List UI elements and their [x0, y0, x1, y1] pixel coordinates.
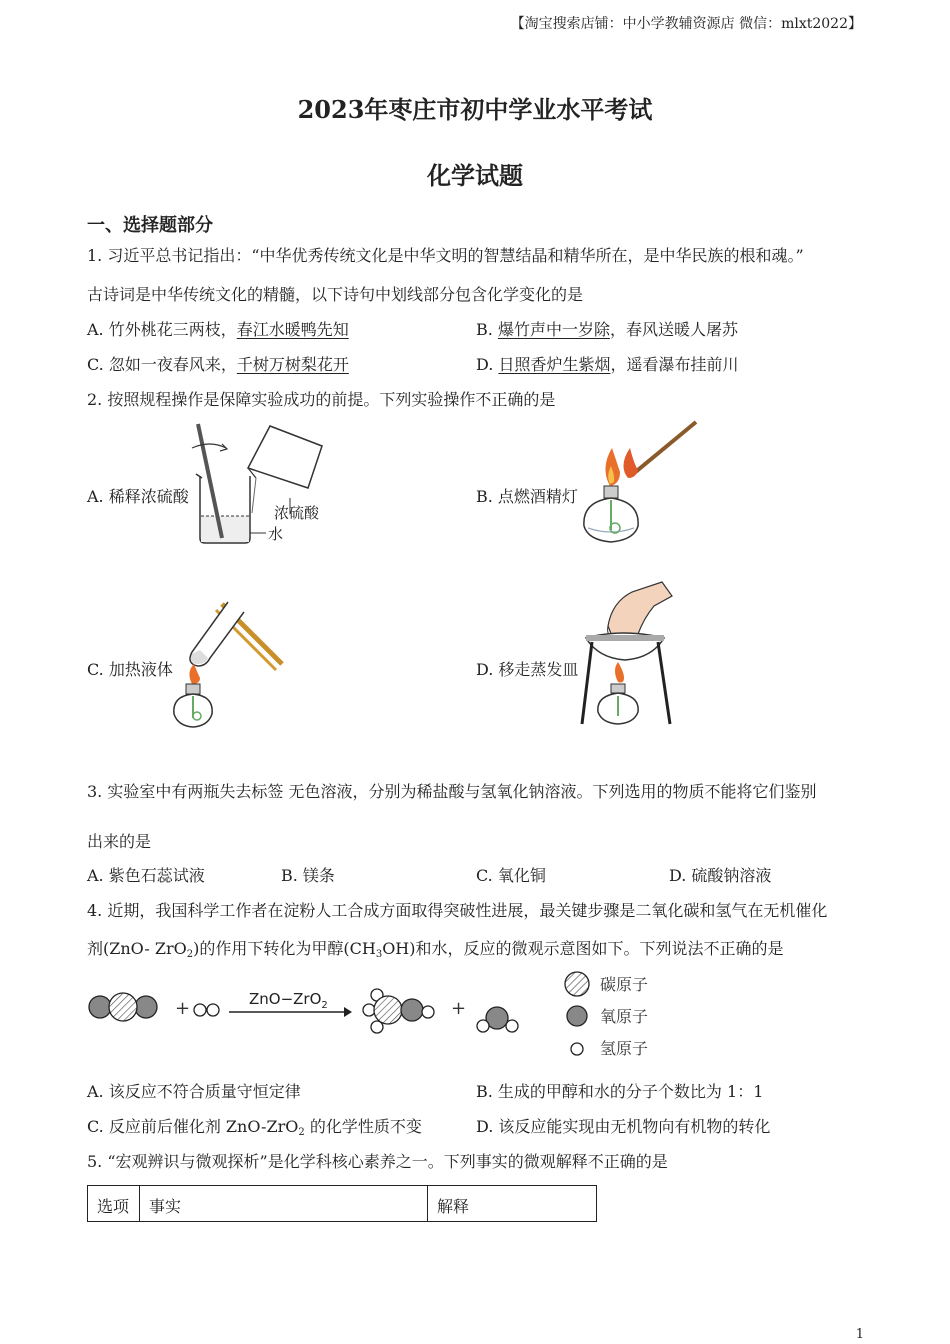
header-note: 【淘宝搜索店铺：中小学教辅资源店 微信：mlxt2022】 [510, 16, 862, 32]
methanol-hydrogen-right [422, 1006, 434, 1018]
q3-option-a: A. 紫色石蕊试液 [87, 866, 205, 885]
q2-option-c: C. 加热液体 [87, 660, 173, 679]
q3-option-b: B. 镁条 [281, 866, 335, 885]
q3-option-c: C. 氧化铜 [476, 866, 546, 885]
co2-carbon-atom [109, 993, 137, 1021]
q1-option-c: C. 忽如一夜春风来，千树万树梨花开 [87, 355, 349, 374]
label-concentrated-acid: 浓硫酸 [274, 504, 320, 522]
q1-option-d: D. 日照香炉生紫烟，遥看瀑布挂前川 [476, 355, 739, 374]
q4-stem-line1: 4. 近期，我国科学工作者在淀粉人工合成方面取得突破性进展，最关键步骤是二氧化碳和氢气在无机催化 [87, 901, 828, 920]
q4-stem-line2: 剂(ZnO- ZrO$_2$)的作用下转化为甲醇$(CH_3OH)$和水，反应的微观示意图如下。下列说法不正确的是 [87, 939, 784, 960]
heating-liquid-illustration [170, 598, 288, 730]
methanol-hydrogen-left [363, 1004, 375, 1016]
label-water: 水 [268, 525, 284, 543]
q3-stem-line1: 3. 实验室中有两瓶失去标签 无色溶液，分别为稀盐酸与氢氧化钠溶液。下列选用的物质不能将它们鉴别 [87, 782, 817, 801]
q1-option-a: A. 竹外桃花三两枝，春江水暖鸭先知 [87, 320, 349, 339]
diluting-acid-illustration [190, 418, 340, 550]
exam-title: 2023年枣庄市初中学业水平考试 [297, 95, 653, 124]
h2-atom-1 [194, 1004, 206, 1016]
q2-stem: 2. 按照规程操作是保障实验成功的前提。下列实验操作不正确的是 [87, 390, 556, 409]
legend-hydrogen-symbol [571, 1043, 583, 1055]
legend-hydrogen-label: 氢原子 [600, 1039, 649, 1058]
legend-oxygen-label: 氧原子 [600, 1007, 649, 1026]
lighting-lamp-illustration [578, 418, 703, 548]
table-header-fact: 事实 [140, 1186, 428, 1221]
plus-sign-2: + [451, 998, 467, 1019]
legend-oxygen-symbol [567, 1006, 587, 1026]
water-hydrogen-left [477, 1020, 489, 1032]
plus-sign-1: + [175, 998, 191, 1019]
q1-stem-line1: 1. 习近平总书记指出：“中华优秀传统文化是中华文明的智慧结晶和精华所在，是中华民族的根和魂。” [87, 246, 804, 265]
q2-option-a: A. 稀释浓硫酸 [87, 487, 189, 506]
q2-option-b: B. 点燃酒精灯 [476, 487, 578, 506]
co2-oxygen-atom-right [135, 996, 157, 1018]
exam-subtitle: 化学试题 [427, 161, 523, 190]
q4-option-a: A. 该反应不符合质量守恒定律 [87, 1082, 301, 1101]
methanol-oxygen [401, 999, 423, 1021]
q1-stem-line2: 古诗词是中华传统文化的精髓，以下诗句中划线部分包含化学变化的是 [87, 285, 584, 304]
q3-stem-line2: 出来的是 [87, 832, 152, 851]
co2-oxygen-atom-left [89, 996, 111, 1018]
water-hydrogen-right [506, 1020, 518, 1032]
q5-stem: 5. “宏观辨识与微观探析”是化学科核心素养之一。下列事实的微观解释不正确的是 [87, 1152, 668, 1171]
section-heading: 一、选择题部分 [87, 215, 213, 236]
table-header-option: 选项 [88, 1186, 140, 1221]
q5-table [87, 1185, 597, 1222]
q4-option-d: D. 该反应能实现由无机物向有机物的转化 [476, 1117, 771, 1136]
q2-option-d: D. 移走蒸发皿 [476, 660, 579, 679]
page-number: 1 [855, 1327, 864, 1342]
h2-atom-2 [207, 1004, 219, 1016]
removing-dish-illustration [578, 578, 676, 728]
q4-option-b: B. 生成的甲醇和水的分子个数比为 1：1 [476, 1082, 764, 1101]
reaction-micro-diagram [86, 966, 666, 1066]
catalyst-label: ZnO−ZrO$_2$ [249, 990, 328, 1011]
q1-option-b: B. 爆竹声中一岁除，春风送暖人屠苏 [476, 320, 738, 339]
table-header-explanation: 解释 [437, 1197, 470, 1216]
q4-option-c: C. 反应前后催化剂 ZnO-ZrO$_2$ 的化学性质不变 [87, 1117, 422, 1138]
legend-carbon-symbol [565, 972, 589, 996]
q3-option-d: D. 硫酸钠溶液 [669, 866, 772, 885]
methanol-carbon [374, 996, 402, 1024]
legend-carbon-label: 碳原子 [600, 975, 649, 994]
